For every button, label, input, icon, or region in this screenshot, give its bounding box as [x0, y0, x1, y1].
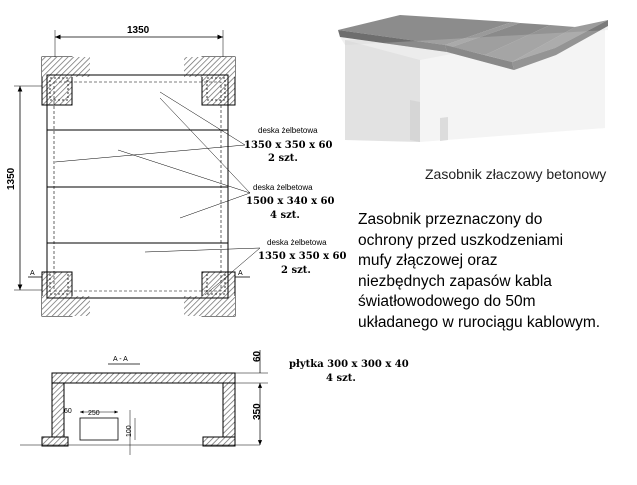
product-render: [338, 15, 608, 142]
description-line: mufy złączowej oraz: [358, 252, 498, 269]
plate-height-label: 60: [252, 350, 263, 362]
section-wall-right: [223, 383, 235, 445]
svg-text:1350 x 350 x 60: 1350 x 350 x 60: [258, 251, 347, 262]
description-line: światłowodowego do 50m: [358, 293, 536, 310]
section-marker-right: A: [238, 270, 243, 277]
plate-spec: [289, 359, 409, 384]
slab-spec-1: [244, 126, 333, 164]
section-height-label: 350: [252, 403, 263, 420]
side-height-label: 1350: [6, 167, 17, 190]
svg-text:4 szt.: 4 szt.: [270, 210, 300, 221]
wall-thickness-label: 60: [64, 408, 72, 415]
section-top-plate: [52, 373, 235, 383]
description-text: [358, 210, 636, 333]
section-view: [20, 350, 268, 455]
description-line: układanego w rurociągu kablowym.: [358, 313, 601, 331]
photo-caption: Zasobnik złaczowy betonowy: [425, 166, 607, 182]
top-width-label: 1350: [127, 25, 150, 36]
svg-text:deska żelbetowa: deska żelbetowa: [267, 238, 327, 247]
description-line: ochrony przed uszkodzeniami: [358, 231, 564, 249]
slab-spec-2: [246, 183, 335, 221]
description-line: Zasobnik przeznaczony do: [358, 211, 543, 228]
section-marker-left: A: [30, 270, 35, 277]
svg-text:1500 x 340 x 60: 1500 x 340 x 60: [246, 196, 335, 207]
opening-height-label: 100: [126, 425, 133, 437]
section-wall-left: [52, 383, 64, 445]
opening-width-label: 250: [88, 410, 100, 417]
slab-spec-3: [258, 238, 347, 276]
description-line: niezbędnych zapasów kabla: [358, 272, 552, 290]
svg-text:1350 x 350 x 60: 1350 x 350 x 60: [244, 140, 333, 151]
svg-text:2 szt.: 2 szt.: [281, 265, 311, 276]
section-label: A - A: [113, 356, 128, 363]
svg-text:płytka 300 x 300 x 40: płytka 300 x 300 x 40: [289, 359, 409, 370]
svg-text:2 szt.: 2 szt.: [268, 153, 298, 164]
plan-view: [6, 25, 260, 316]
svg-text:deska żelbetowa: deska żelbetowa: [258, 126, 318, 135]
svg-text:deska żelbetowa: deska żelbetowa: [253, 183, 313, 192]
svg-text:4 szt.: 4 szt.: [326, 373, 356, 384]
